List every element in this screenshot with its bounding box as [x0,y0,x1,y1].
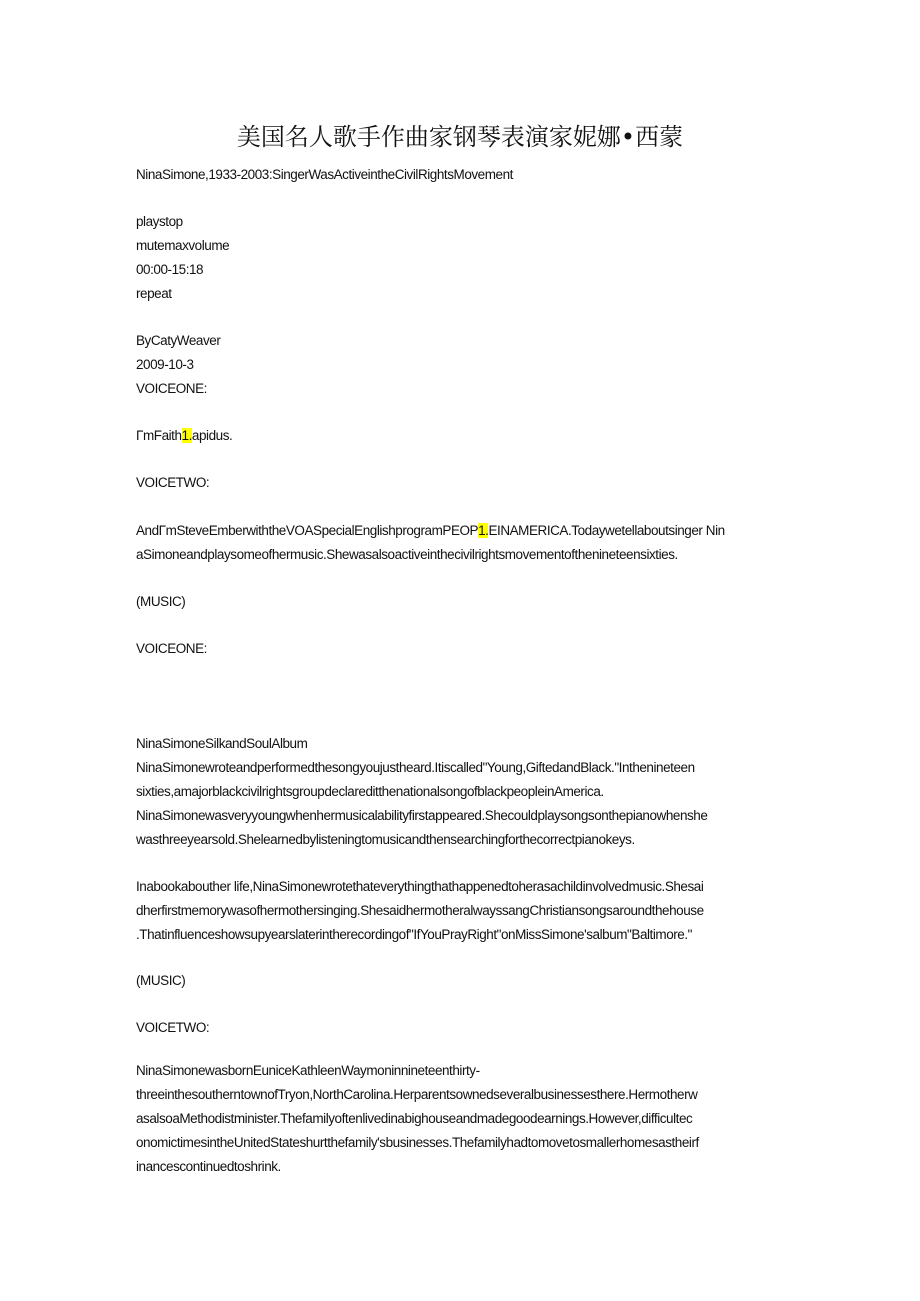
paragraph-line: inancescontinuedtoshrink. [136,1159,281,1174]
player-repeat: repeat [136,286,172,301]
music-cue: (MUSIC) [136,594,186,609]
steve-line-2: aSimoneandplaysomeofhermusic.Shewasalsoactiveinthecivilrightsmovementofthenineteensixties. [136,547,678,562]
paragraph-1 [136,756,786,852]
steve-text-start: AndΓmSteveEmberwiththeVOASpecialEnglishprogramPEOP [136,523,479,538]
album-caption: NinaSimoneSilkandSoulAlbum [136,736,308,751]
steve-line [136,522,725,540]
highlight-mark: 1. [181,428,192,443]
byline-date: 2009-10-3 [136,357,194,372]
faith-line [136,427,232,445]
paragraph-line: Inabookabouther life,NinaSimonewrotethateverythingthathappenedtoherasachildinvolvedmusic.Shesai [136,879,704,894]
paragraph-line: .Thatinfluenceshowsupyearslaterintherecordingof"IfYouPrayRight"onMissSimone'salbum"Baltimore." [136,927,692,942]
paragraph-line: sixties,amajorblackcivilrightsgroupdeclareditthenationalsongofblackpeopleinAmerica. [136,784,604,799]
paragraph-line: dherfirstmemorywasofhermothersinging.ShesaidhermotheralwayssangChristiansongsaroundthehouse [136,903,704,918]
paragraph-line: NinaSimonewasbornEuniceKathleenWaymoninnineteenthirty- [136,1063,480,1078]
voice-one-label-2: VOICEONE: [136,641,207,656]
player-mute-volume: mutemaxvolume [136,238,230,253]
player-play-stop: playstop [136,214,183,229]
paragraph-2 [136,875,786,947]
faith-text-start: ΓmFaith [136,428,182,443]
byline-author: ByCatyWeaver [136,333,221,348]
paragraph-line: wasthreeyearsold.Shelearnedbylisteningtomusicandthensearchingforthecorrectpianokeys. [136,832,635,847]
music-cue-2: (MUSIC) [136,973,186,988]
paragraph-3 [136,1059,786,1179]
paragraph-line: onomictimesintheUnitedStateshurtthefamily'sbusinesses.Thefamilyhadtomovetosmallerhomesastheirf [136,1135,699,1150]
subtitle: NinaSimone,1933-2003:SingerWasActiveintheCivilRightsMovement [136,167,513,182]
paragraph-line: NinaSimonewasveryyoungwhenhermusicalabilityfirstappeared.Shecouldplaysongsonthepianowhenshe [136,808,708,823]
voice-two-label-2: VOICETWO: [136,1020,210,1035]
steve-text-end: EINAMERICA.Todaywetellaboutsinger Nin [488,523,725,538]
voice-one-label: VOICEONE: [136,381,207,396]
faith-text-end: apidus. [191,428,233,443]
highlight-mark: 1. [478,523,489,538]
paragraph-line: asalsoaMethodistminister.Thefamilyoftenlivedinabighouseandmadegoodearnings.However,difficultec [136,1111,693,1126]
player-time: 00:00-15:18 [136,262,204,277]
paragraph-line: threeinthesoutherntownofTryon,NorthCarolina.Herparentsownedseveralbusinessesthere.Hermotherw [136,1087,698,1102]
paragraph-line: NinaSimonewroteandperformedthesongyoujustheard.Itiscalled"Young,GiftedandBlack."Inthenineteen [136,760,695,775]
page-title: 美国名人歌手作曲家钢琴表演家妮娜•西蒙 [236,123,684,151]
voice-two-label: VOICETWO: [136,475,210,490]
